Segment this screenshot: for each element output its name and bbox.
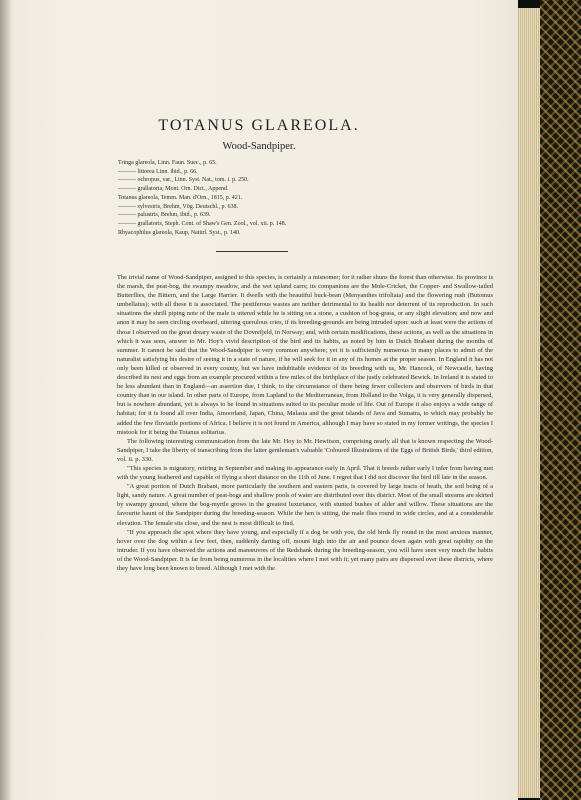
paragraph: The trivial name of Wood-Sandpiper, assigned to this species, is certainly a misnomer; for it rather shuns the forest than otherwise. Its province is the marsh, the peat-bog, the swampy meadow, and the wet upland carrs; its companions are the Mole-Cricket, the Copper- and Swallow-tailed Butterflies, the Bittern, and the Large Harrier. It dwells with the beautiful buck-bean (Menyanthes trifoliata) and the flowering rush (Butomus umbellatus); with all these it is associated. The pestiferous wastes are neither detrimental to its health nor deterrent of its reproduction. In such situations the shrill piping note of the male is uttered while he is sitting on a stone, a cushion of bog-grass, or any slight elevation; and now and anon it may be seen circling overheard, uttering querulous cries, if its breeding-grounds are being intruded upon: such at least were the actions of those I observed on the great dreary waste of the Dovrefjeld, in Norway; and, with certain modifications, these actions, as well as the situations in which it was seen, answer to Mr. Hoy's vivid description of the bird and its habits, as noted by him in Dutch Brabant during the months of summer. It cannot be said that the Wood-Sandpiper is very common anywhere; yet it is sufficiently numerous in many places to admit of the naturalist satisfying his desire of seeing it in a state of nature, if he will seek for it in any of its homes at the proper season. In England it has not only been killed or observed in every county, but we have indubitable evidence of its breeding with us, Mr. Hancock, of Newcastle, having described its nest and eggs from an example procured within a few miles of the birthplace of the justly celebrated Bewick. In Ireland it is stated to be less abundant than in England—an assertion due, I think, to the circumstance of there being fewer collectors and observers of birds in that country than in our island. In other parts of Europe, from Lapland to the Mediterranean, from Holland to the Volga, it is very generally dispersed, but is nowhere abundant, yet is always to be found in situations suited to its peculiar mode of life. Out of Europe it also enjoys a wide range of habitat; for it is found all over India, Amoorland, Japan, China, Malasia and the great islands of Java and Sumatra, to which may probably be added the few fluviatile portions of Africa. I believe it is not found in America, although I may have so stated in my former writings, the species I mistook for it being the Totanus solitarius. xyxy=(117,274,493,436)
synonym-line: ——— ochropus, var., Linn. Syst. Nat., tom. i. p. 250. xyxy=(118,177,249,184)
synonym-line: Rhyacophilus glareola, Kaup, Natürl. Syst., p. 140. xyxy=(118,229,241,236)
paragraph: "A great portion of Dutch Brabant, more particularly the southern and eastern parts, is covered by large tracts of heath, the soil being of a light, sandy nature. A great number of peat-bogs and shallow pools of water are distributed over this district. Most of the small streams are skirted by swampy ground, where the bog-myrtle grows in the greatest luxuriance, with stunted bushes of alder and willow. These situations are the favourite haunt of the Sandpiper during the breeding-season. While the hen is sitting, the male flies round in wide circles, and at a considerable elevation. The female sits close, and the nest is most difficult to find. xyxy=(117,483,493,527)
page-title: TOTANUS GLAREOLA. xyxy=(158,117,360,134)
paragraph: "If you approach the spot where they have young, and especially if a dog be with you, the old birds fly round in the most anxious manner, hover over the dog within a few feet, then, suddenly darting off, mount high into the air and pounce down again with great rapidity on the intruder. If you have observed the actions and manœuvres of the Redshank during the breeding-season, you will have seen very much the habits of the Wood-Sandpiper. It is far from being numerous in the localities where I met with it; yet many pairs are dispersed over these districts, where they have long been known to breed. Although I met with the xyxy=(117,528,493,572)
synonym-line: ——— sylvestris, Brehm, Vög. Deutschl., p. 638. xyxy=(118,203,239,210)
divider-rule xyxy=(216,251,288,252)
page-edges xyxy=(518,8,540,798)
decorative-border xyxy=(540,0,581,800)
body-text xyxy=(117,273,493,573)
synonym-line: Totanus glareola, Temm. Man. d'Orn., 1815, p. 421. xyxy=(118,194,243,201)
synonym-line: ——— grallatoris, Steph. Cont. of Shaw's Gen. Zool., vol. xii. p. 148. xyxy=(118,220,287,227)
synonym-line: ——— grallatoria, Mont. Orn. Dict., Append. xyxy=(118,186,229,193)
synonymy-list xyxy=(118,159,498,237)
synonym-line: Tringa glareola, Linn. Faun. Suec., p. 65. xyxy=(118,160,217,166)
common-name: Wood-Sandpiper. xyxy=(222,141,296,152)
paragraph: "This species is migratory, retiring in September and making its appearance early in April. That it breeds rather early I infer from having met with the young feathered and capable of flying a short distance on the 11th of June. I regret that I did not discover the bird till late in the season. xyxy=(117,464,493,482)
paragraph: The following interesting communication from the late Mr. Hoy to Mr. Hewitson, comprising nearly all that is known respecting the Wood-Sandpiper, I take the liberty of transcribing from the latter gentleman's valuable 'Coloured Illustrations of the Eggs of British Birds,' third edition, vol. ii. p. 330. xyxy=(117,437,493,463)
synonym-line: ——— palustris, Brehm, ibid., p. 639. xyxy=(118,212,211,219)
synonym-line: ——— littorea Linn. ibid., p. 66. xyxy=(118,168,198,175)
